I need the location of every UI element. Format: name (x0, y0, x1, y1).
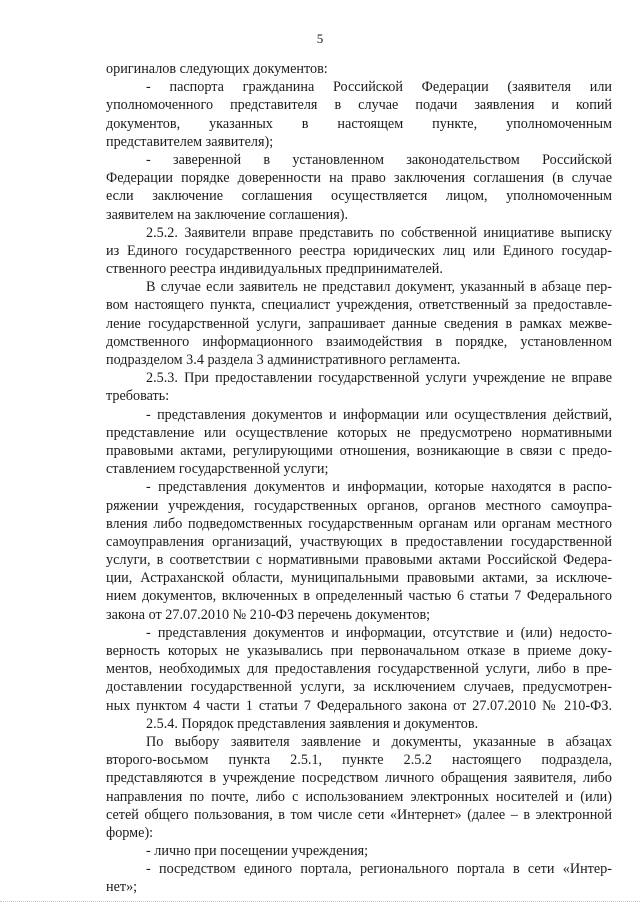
text-line: ментов, необходимых для предоставления государственной услуги, либо в пре- (106, 661, 612, 678)
text-line: вления либо подведомственных государственным органам или органам местного (106, 515, 612, 532)
page-number: 5 (316, 31, 324, 46)
text-line: - представления документов и информации, которые находятся в распо- (146, 479, 612, 496)
text-line: верность которых не указывались при первоначальном отказе в приеме доку- (106, 643, 612, 659)
text-line: из Единого государственного реестра юридических лиц или Единого государ- (106, 242, 612, 259)
text-line: ряжении учреждения, государственных органов, органов местного самоупра- (106, 497, 612, 514)
text-line: представляются в учреждение посредством личного обращения заявителя, либо (106, 770, 612, 787)
text-line: ных пунктом 4 части 1 статьи 7 Федерального закона от 27.07.2010 № 210-ФЗ. (106, 697, 612, 714)
text-line: направления по почте, либо с использованием электронных носителей и (или) (106, 788, 612, 805)
text-line: ление государственной услуги, запрашивает данные сведения в рамках межве- (106, 315, 612, 332)
text-line: домственного информационного взаимодействия в порядке, установленном (106, 333, 612, 350)
text-line: нет»; (106, 879, 138, 896)
text-line: - паспорта гражданина Российской Федерации (заявителя или (146, 79, 612, 96)
text-line: 2.5.2. Заявители вправе представить по собственной инициативе выписку (146, 224, 612, 241)
text-line: Федерации порядке доверенности на право заключения соглашения (в случае (106, 170, 612, 187)
text-line: форме): (106, 824, 154, 841)
text-line: подразделом 3.4 раздела 3 административного регламента. (106, 352, 461, 368)
text-line: документов, указанных в настоящем пункте, уполномоченным (106, 115, 612, 132)
text-line: оригиналов следующих документов: (106, 61, 328, 77)
text-line: требовать: (106, 388, 170, 405)
text-line: - посредством единого портала, регионального портала в сети «Интер- (146, 861, 612, 878)
text-line: уполномоченного представителя в случае подачи заявления и копий (106, 97, 612, 114)
text-line: представление или осуществление которых не предусмотрено нормативными (106, 424, 612, 441)
text-line: если заключение соглашения осуществляется лицом, уполномоченным (106, 188, 612, 205)
text-line: ции, Астраханской области, муниципальными правовыми актами, за исключе- (106, 570, 612, 587)
text-line: - представления документов и информации или осуществления действий, (146, 406, 612, 423)
text-line: представителем заявителя); (106, 133, 274, 150)
page-bottom-edge (0, 901, 640, 905)
text-line: второго-восьмом пункта 2.5.1, пункте 2.5.2 настоящего подраздела, (106, 752, 612, 769)
document-body (106, 60, 612, 897)
text-line: ставлением государственной услуги; (106, 461, 329, 478)
text-line: ственного реестра индивидуальных предпринимателей. (106, 261, 443, 278)
text-line: правовыми актами, регулирующими отношения, возникающие в связи с предо- (106, 442, 612, 459)
text-line: - представления документов и информации, отсутствие и (или) недосто- (146, 624, 612, 641)
text-line: самоуправления организаций, участвующих в предоставлении государственной (106, 533, 612, 550)
text-line: сетей общего пользования, в том числе сети «Интернет» (далее – в электронной (106, 806, 612, 823)
text-line: - лично при посещении учреждения; (146, 843, 369, 860)
text-line: В случае если заявитель не представил документ, указанный в абзаце пер- (146, 279, 612, 296)
text-line: услуги, в соответствии с нормативными правовыми актами Российской Федера- (106, 552, 612, 569)
text-line: 2.5.4. Порядок представления заявления и документов. (146, 715, 479, 732)
text-line: нием документов, включенных в определенный частью 6 статьи 7 Федерального (106, 588, 612, 605)
text-line: доставлении государственной услуги, за исключением случаев, предусмотрен- (106, 679, 612, 696)
text-line: По выбору заявителя заявление и документы, указанные в абзацах (146, 733, 612, 750)
text-line: закона от 27.07.2010 № 210-ФЗ перечень документов; (106, 606, 431, 623)
text-line: 2.5.3. При предоставлении государственной услуги учреждение не вправе (146, 370, 612, 387)
text-line: - заверенной в установленном законодательством Российской (146, 151, 612, 168)
text-line: заявителем на заключение соглашения). (106, 206, 349, 223)
text-line: вом настоящего пункта, специалист учреждения, ответственный за предоставле- (106, 297, 612, 314)
